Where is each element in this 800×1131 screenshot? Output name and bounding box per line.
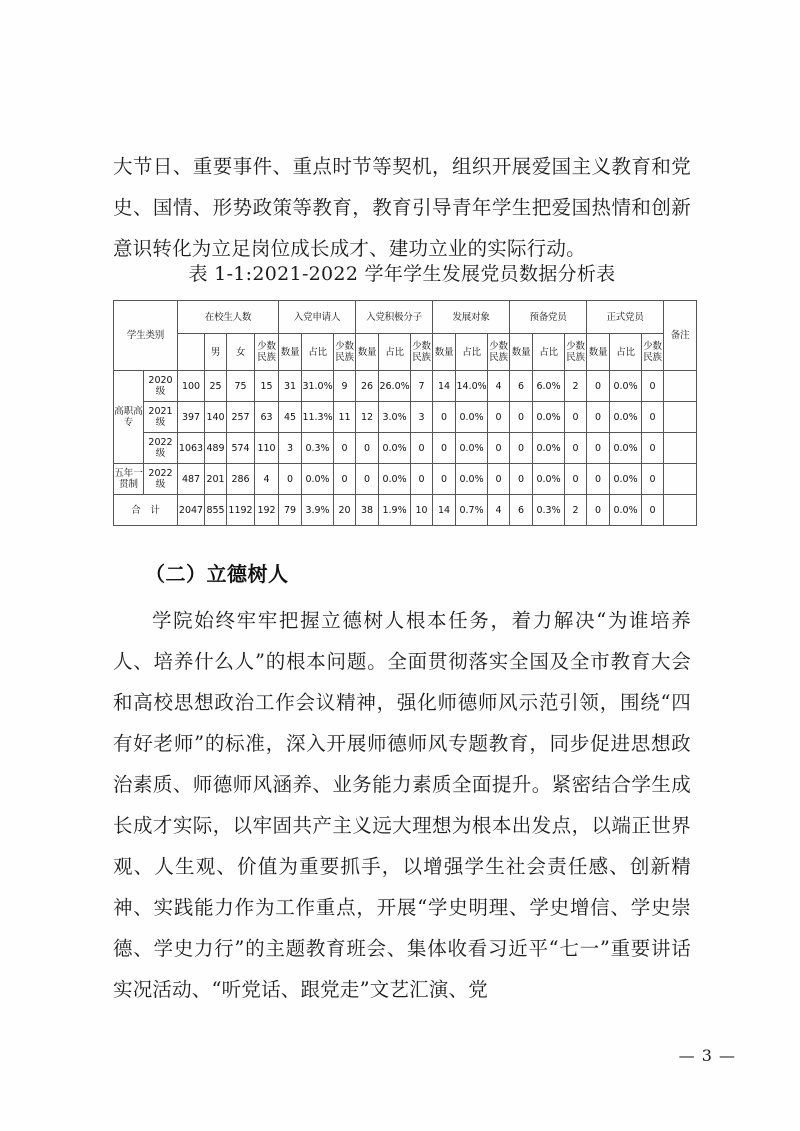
subheader-full-minority: 少数民族 bbox=[642, 334, 664, 371]
cell-activists-count: 0 bbox=[356, 464, 379, 495]
table-row bbox=[114, 464, 697, 495]
row-grade-label: 2020级 bbox=[144, 371, 178, 402]
cell-remarks bbox=[664, 495, 697, 526]
cell-probationary-minority: 2 bbox=[565, 371, 587, 402]
cell-full-minority: 0 bbox=[642, 371, 664, 402]
cell-activists-percent: 0.0% bbox=[379, 464, 411, 495]
cell-activists-minority: 10 bbox=[411, 495, 433, 526]
cell-development-minority: 4 bbox=[488, 371, 510, 402]
cell-full-minority: 0 bbox=[642, 464, 664, 495]
table-row bbox=[114, 402, 697, 433]
subheader-probationary-count: 数量 bbox=[510, 334, 533, 371]
subheader-probationary-minority: 少数民族 bbox=[565, 334, 587, 371]
cell-enrolled-female: 286 bbox=[227, 464, 255, 495]
cell-activists-percent: 0.0% bbox=[379, 433, 411, 464]
cell-remarks bbox=[664, 371, 697, 402]
cell-development-percent: 0.0% bbox=[456, 402, 488, 433]
subheader-development-minority: 少数民族 bbox=[488, 334, 510, 371]
cell-applicants-minority: 20 bbox=[334, 495, 356, 526]
cell-full-minority: 0 bbox=[642, 495, 664, 526]
cell-enrolled-total: 100 bbox=[178, 371, 205, 402]
cell-full-minority: 0 bbox=[642, 402, 664, 433]
cell-activists-count: 38 bbox=[356, 495, 379, 526]
cell-development-percent: 0.0% bbox=[456, 433, 488, 464]
header-probationary-members: 预备党员 bbox=[510, 301, 587, 334]
cell-applicants-minority: 0 bbox=[334, 464, 356, 495]
cell-applicants-percent: 3.9% bbox=[302, 495, 334, 526]
cell-development-count: 14 bbox=[433, 371, 456, 402]
cell-activists-minority: 7 bbox=[411, 371, 433, 402]
subheader-probationary-percent: 占比 bbox=[533, 334, 565, 371]
cell-development-percent: 14.0% bbox=[456, 371, 488, 402]
header-enrolled-students: 在校生人数 bbox=[178, 301, 279, 334]
cell-enrolled-minority: 4 bbox=[255, 464, 279, 495]
cell-probationary-minority: 2 bbox=[565, 495, 587, 526]
subheader-applicants-minority: 少数民族 bbox=[334, 334, 356, 371]
cell-activists-percent: 3.0% bbox=[379, 402, 411, 433]
table-body bbox=[114, 371, 697, 526]
subheader-full-count: 数量 bbox=[587, 334, 610, 371]
row-grade-label: 2021级 bbox=[144, 402, 178, 433]
cell-activists-count: 0 bbox=[356, 433, 379, 464]
cell-applicants-count: 45 bbox=[279, 402, 302, 433]
cell-full-count: 0 bbox=[587, 371, 610, 402]
cell-enrolled-female: 257 bbox=[227, 402, 255, 433]
cell-full-percent: 0.0% bbox=[610, 371, 642, 402]
subheader-applicants-percent: 占比 bbox=[302, 334, 334, 371]
cell-enrolled-minority: 15 bbox=[255, 371, 279, 402]
cell-activists-count: 12 bbox=[356, 402, 379, 433]
subheader-enrolled-total bbox=[178, 334, 205, 371]
cell-probationary-minority: 0 bbox=[565, 433, 587, 464]
top-paragraph: 大节日、重要事件、重点时节等契机，组织开展爱国主义教育和党史、国情、形势政策等教育，教育引导青年学生把爱国热情和创新意识转化为立足岗位成长成才、建功立业的实际行动。 bbox=[113, 155, 691, 260]
main-paragraph-block bbox=[113, 600, 691, 1010]
cell-full-count: 0 bbox=[587, 464, 610, 495]
subheader-full-percent: 占比 bbox=[610, 334, 642, 371]
cell-enrolled-total: 487 bbox=[178, 464, 205, 495]
header-full-members: 正式党员 bbox=[587, 301, 664, 334]
cell-development-minority: 0 bbox=[488, 464, 510, 495]
header-development-targets: 发展对象 bbox=[433, 301, 510, 334]
cell-enrolled-male: 140 bbox=[205, 402, 227, 433]
cell-enrolled-male: 489 bbox=[205, 433, 227, 464]
party-member-data-table bbox=[113, 300, 697, 526]
cell-activists-minority: 0 bbox=[411, 464, 433, 495]
cell-applicants-count: 79 bbox=[279, 495, 302, 526]
header-party-applicants: 入党申请人 bbox=[279, 301, 356, 334]
cell-probationary-minority: 0 bbox=[565, 402, 587, 433]
header-party-activists: 入党积极分子 bbox=[356, 301, 433, 334]
cell-probationary-percent: 0.3% bbox=[533, 495, 565, 526]
cell-development-minority: 0 bbox=[488, 402, 510, 433]
cell-applicants-percent: 0.0% bbox=[302, 464, 334, 495]
cell-full-percent: 0.0% bbox=[610, 464, 642, 495]
cell-enrolled-total: 397 bbox=[178, 402, 205, 433]
table-total-row bbox=[114, 495, 697, 526]
table-caption: 表 1-1:2021-2022 学年学生发展党员数据分析表 bbox=[188, 263, 616, 285]
cell-enrolled-female: 75 bbox=[227, 371, 255, 402]
cell-development-percent: 0.7% bbox=[456, 495, 488, 526]
cell-enrolled-female: 574 bbox=[227, 433, 255, 464]
subheader-enrolled-female: 女 bbox=[227, 334, 255, 371]
header-student-category: 学生类别 bbox=[114, 301, 178, 371]
cell-applicants-minority: 0 bbox=[334, 433, 356, 464]
table-header-row-1 bbox=[114, 301, 697, 334]
subheader-enrolled-minority: 少数民族 bbox=[255, 334, 279, 371]
subheader-development-count: 数量 bbox=[433, 334, 456, 371]
cell-enrolled-minority: 63 bbox=[255, 402, 279, 433]
cell-probationary-count: 6 bbox=[510, 495, 533, 526]
cell-enrolled-male: 25 bbox=[205, 371, 227, 402]
cell-probationary-count: 0 bbox=[510, 464, 533, 495]
cell-development-count: 14 bbox=[433, 495, 456, 526]
row-group-label-vocational: 高职高专 bbox=[114, 371, 144, 464]
cell-enrolled-male: 201 bbox=[205, 464, 227, 495]
header-remarks: 备注 bbox=[664, 301, 697, 371]
cell-applicants-percent: 11.3% bbox=[302, 402, 334, 433]
cell-probationary-count: 6 bbox=[510, 371, 533, 402]
cell-full-count: 0 bbox=[587, 402, 610, 433]
subheader-activists-percent: 占比 bbox=[379, 334, 411, 371]
row-label-total: 合 计 bbox=[114, 495, 178, 526]
subheader-development-percent: 占比 bbox=[456, 334, 488, 371]
cell-development-count: 0 bbox=[433, 464, 456, 495]
cell-probationary-minority: 0 bbox=[565, 464, 587, 495]
row-grade-label: 2022级 bbox=[144, 464, 178, 495]
cell-applicants-percent: 0.3% bbox=[302, 433, 334, 464]
cell-full-percent: 0.0% bbox=[610, 433, 642, 464]
page-number-footer: — 3 — bbox=[678, 1046, 736, 1065]
cell-full-percent: 0.0% bbox=[610, 402, 642, 433]
cell-enrolled-minority: 110 bbox=[255, 433, 279, 464]
cell-probationary-percent: 0.0% bbox=[533, 464, 565, 495]
cell-probationary-percent: 0.0% bbox=[533, 433, 565, 464]
cell-applicants-minority: 11 bbox=[334, 402, 356, 433]
cell-enrolled-total: 1063 bbox=[178, 433, 205, 464]
cell-development-count: 0 bbox=[433, 402, 456, 433]
section-heading: （二）立德树人 bbox=[145, 562, 289, 586]
subheader-activists-count: 数量 bbox=[356, 334, 379, 371]
cell-probationary-percent: 0.0% bbox=[533, 402, 565, 433]
row-group-label-five-year: 五年一贯制 bbox=[114, 464, 144, 495]
cell-development-count: 0 bbox=[433, 433, 456, 464]
cell-enrolled-female: 1192 bbox=[227, 495, 255, 526]
cell-activists-percent: 1.9% bbox=[379, 495, 411, 526]
cell-probationary-count: 0 bbox=[510, 433, 533, 464]
cell-applicants-count: 0 bbox=[279, 464, 302, 495]
cell-enrolled-minority: 192 bbox=[255, 495, 279, 526]
cell-activists-minority: 0 bbox=[411, 433, 433, 464]
subheader-applicants-count: 数量 bbox=[279, 334, 302, 371]
cell-development-percent: 0.0% bbox=[456, 464, 488, 495]
cell-activists-minority: 3 bbox=[411, 402, 433, 433]
cell-activists-count: 26 bbox=[356, 371, 379, 402]
cell-enrolled-male: 855 bbox=[205, 495, 227, 526]
table-row bbox=[114, 433, 697, 464]
cell-remarks bbox=[664, 464, 697, 495]
table-header-row-2 bbox=[114, 334, 697, 371]
cell-applicants-percent: 31.0% bbox=[302, 371, 334, 402]
cell-activists-percent: 26.0% bbox=[379, 371, 411, 402]
table-head bbox=[114, 301, 697, 371]
row-grade-label: 2022级 bbox=[144, 433, 178, 464]
cell-full-count: 0 bbox=[587, 495, 610, 526]
cell-applicants-count: 3 bbox=[279, 433, 302, 464]
cell-applicants-count: 31 bbox=[279, 371, 302, 402]
cell-probationary-percent: 6.0% bbox=[533, 371, 565, 402]
cell-full-count: 0 bbox=[587, 433, 610, 464]
cell-probationary-count: 0 bbox=[510, 402, 533, 433]
cell-applicants-minority: 9 bbox=[334, 371, 356, 402]
cell-development-minority: 4 bbox=[488, 495, 510, 526]
top-paragraph-block bbox=[113, 146, 691, 269]
cell-enrolled-total: 2047 bbox=[178, 495, 205, 526]
cell-full-minority: 0 bbox=[642, 433, 664, 464]
party-member-data-table-wrapper bbox=[113, 300, 691, 526]
table-row bbox=[114, 371, 697, 402]
main-paragraph: 学院始终牢牢把握立德树人根本任务，着力解决“为谁培养人、培养什么人”的根本问题。全面贯彻落实全国及全市教育大会和高校思想政治工作会议精神，强化师德师风示范引领，围绕“四有好老师”的标准，深入开展师德师风专题教育，同步促进思想政治素质、师德师风涵养、业务能力素质全面提升。紧密结合学生成长成才实际，以牢固共产主义远大理想为根本出发点，以端正世界观、人生观、价值为重要抓手，以增强学生社会责任感、创新精神、实践能力作为工作重点，开展“学史明理、学史增信、学史崇德、学史力行”的主题教育班会、集体收看习近平“七一”重要讲话实况活动、“听党话、跟党走”文艺汇演、党 bbox=[113, 609, 691, 1001]
cell-remarks bbox=[664, 402, 697, 433]
subheader-activists-minority: 少数民族 bbox=[411, 334, 433, 371]
cell-full-percent: 0.0% bbox=[610, 495, 642, 526]
subheader-enrolled-male: 男 bbox=[205, 334, 227, 371]
cell-development-minority: 0 bbox=[488, 433, 510, 464]
cell-remarks bbox=[664, 433, 697, 464]
